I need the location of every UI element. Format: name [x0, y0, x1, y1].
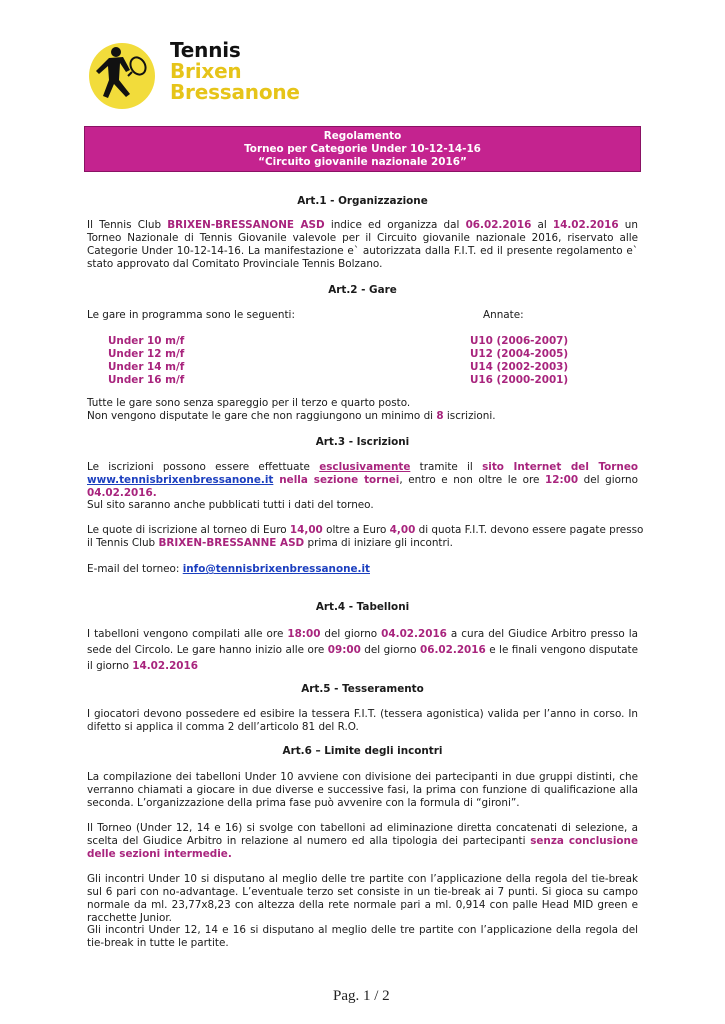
art6-paragraph-2: Il Torneo (Under 12, 14 e 16) si svolge con tabelloni ad eliminazione diretta concatenati di selezione, a scelta del Giudice Arbitro in relazione al numero ed alla tipologia dei partecipanti senza conclusione delle sezioni intermedie. [87, 822, 638, 860]
draw-time: 18:00 [287, 628, 321, 640]
category-u14: Under 14 m/f [108, 361, 185, 373]
art2-heading: Art.2 - Gare [328, 284, 397, 296]
logo-word-brixen: Brixen [170, 59, 242, 83]
years-u10: U10 (2006-2007) [470, 335, 569, 347]
email-link[interactable]: info@tennisbrixenbressanone.it [182, 563, 370, 575]
tournament-section: nella sezione tornei [273, 474, 400, 486]
art3-club-line: il Tennis Club BRIXEN-BRESSANNE ASD prima di iniziare gli incontri. [87, 537, 453, 549]
end-date: 14.02.2016 [552, 219, 619, 231]
banner-line-1: Regolamento [323, 130, 402, 142]
finals-date: 14.02.2016 [132, 660, 198, 672]
club-name-2: BRIXEN-BRESSANNE ASD [158, 537, 305, 549]
art3-fees-line: Le quote di iscrizione al torneo di Euro 14,00 oltre a Euro 4,00 di quota F.I.T. devono essere pagate presso [87, 524, 644, 536]
logo-word-tennis: Tennis [170, 38, 241, 62]
years-u14: U14 (2002-2003) [470, 361, 569, 373]
art6-paragraph-1: La compilazione dei tabelloni Under 10 avviene con divisione dei partecipanti in due gruppi distinti, che verranno chiamati a giocare in due diverse e successive fasi, la prima con funzione di qualificazione alla seconda. L’organizzazione della prima fase può avvenire con la formula di “gironi”. [87, 771, 638, 809]
banner-line-2: Torneo per Categorie Under 10-12-14-16 [244, 143, 481, 155]
category-u10: Under 10 m/f [108, 335, 185, 347]
art5-heading: Art.5 - Tesseramento [301, 683, 424, 695]
art6-paragraph-3: Gli incontri Under 10 si disputano al meglio delle tre partite con l’applicazione della regola del tie-break sul 6 pari con no-advantage. L’eventuale terzo set consiste in un tie-break ai 7 punti. Si gioca su campo normale da ml. 23,77x8,23 con altezza della rete normale pari a ml. 0,914 con palle Head MID green e racchette Junior. [87, 873, 638, 924]
website-link[interactable]: www.tennisbrixenbressanone.it [87, 474, 274, 486]
fit-fee: 4,00 [389, 524, 416, 536]
no-intermediate-sections: senza conclusione delle sezioni intermedie. [87, 835, 638, 860]
art6-paragraph-4: Gli incontri Under 12, 14 e 16 si disputano al meglio delle tre partite con l’applicazione della regola del tie-break in tutte le partite. [87, 924, 638, 949]
play-start-date: 06.02.2016 [420, 644, 486, 656]
years-u12: U12 (2004-2005) [470, 348, 569, 360]
banner-line-3: “Circuito giovanile nazionale 2016” [258, 156, 467, 168]
art1-paragraph: Il Tennis Club BRIXEN-BRESSANONE ASD indice ed organizza dal 06.02.2016 al 14.02.2016 un Torneo Nazionale di Tennis Giovanile valevole per il Circuito giovanile nazionale 2016, riservato alle Categorie Under 10-12-14-16. La manifestazione e` autorizzata dalla F.I.T. ed il presente regolamento e` stato approvato dal Comitato Provinciale Tennis Bolzano. [87, 219, 638, 270]
site-reference: sito Internet del Torneo [482, 461, 639, 473]
art3-paragraph-1: Le iscrizioni possono essere effettuate esclusivamente tramite il sito Internet del Torneo www.tennisbrixenbressanone.it nella sezione tornei, entro e non oltre le ore 12:00 del giorno 04.02.2016. [87, 461, 639, 499]
art4-heading: Art.4 - Tabelloni [315, 601, 410, 613]
art5-paragraph: I giocatori devono possedere ed esibire la tessera F.I.T. (tessera agonistica) valida per l’anno in corso. In difetto si applica il comma 2 dell’articolo 81 del R.O. [87, 708, 638, 733]
art2-note-2: Non vengono disputate le gare che non raggiungono un minimo di 8 iscrizioni. [87, 410, 496, 422]
deadline-time: 12:00 [544, 474, 579, 486]
entry-fee: 14,00 [289, 524, 323, 536]
art4-paragraph: I tabelloni vengono compilati alle ore 18:00 del giorno 04.02.2016 a cura del Giudice Arbitro presso la sede del Circolo. Le gare hanno inizio alle ore 09:00 del giorno 06.02.2016 e le finali vengono disputate il giorno 14.02.2016 [87, 628, 639, 672]
deadline-date: 04.02.2016. [87, 487, 157, 499]
minimum-entries: 8 [436, 410, 444, 422]
art1-heading: Art.1 - Organizzazione [297, 195, 428, 207]
category-u12: Under 12 m/f [108, 348, 185, 360]
years-header: Annate: [483, 309, 524, 321]
header-banner [84, 126, 641, 172]
art2-intro: Le gare in programma sono le seguenti: [87, 309, 295, 321]
art3-paragraph-2: Sul sito saranno anche pubblicati tutti i dati del torneo. [87, 499, 374, 511]
art3-heading: Art.3 - Iscrizioni [315, 436, 410, 448]
category-u16: Under 16 m/f [108, 374, 185, 386]
years-u16: U16 (2000-2001) [470, 374, 569, 386]
art3-email-line: E-mail del torneo: info@tennisbrixenbressanone.it [87, 563, 370, 575]
tennis-player-icon [86, 36, 176, 116]
tennis-club-logo [86, 36, 306, 116]
draw-date: 04.02.2016 [381, 628, 447, 640]
start-date: 06.02.2016 [465, 219, 532, 231]
art6-heading: Art.6 – Limite degli incontri [282, 745, 443, 757]
start-time: 09:00 [327, 644, 361, 656]
art2-note-1: Tutte le gare sono senza spareggio per il terzo e quarto posto. [87, 397, 411, 409]
club-name: BRIXEN-BRESSANONE ASD [167, 219, 325, 231]
exclusively-emphasis: esclusivamente [319, 461, 411, 473]
page-number: Pag. 1 / 2 [333, 988, 390, 1004]
logo-word-bressanone: Bressanone [170, 80, 300, 104]
